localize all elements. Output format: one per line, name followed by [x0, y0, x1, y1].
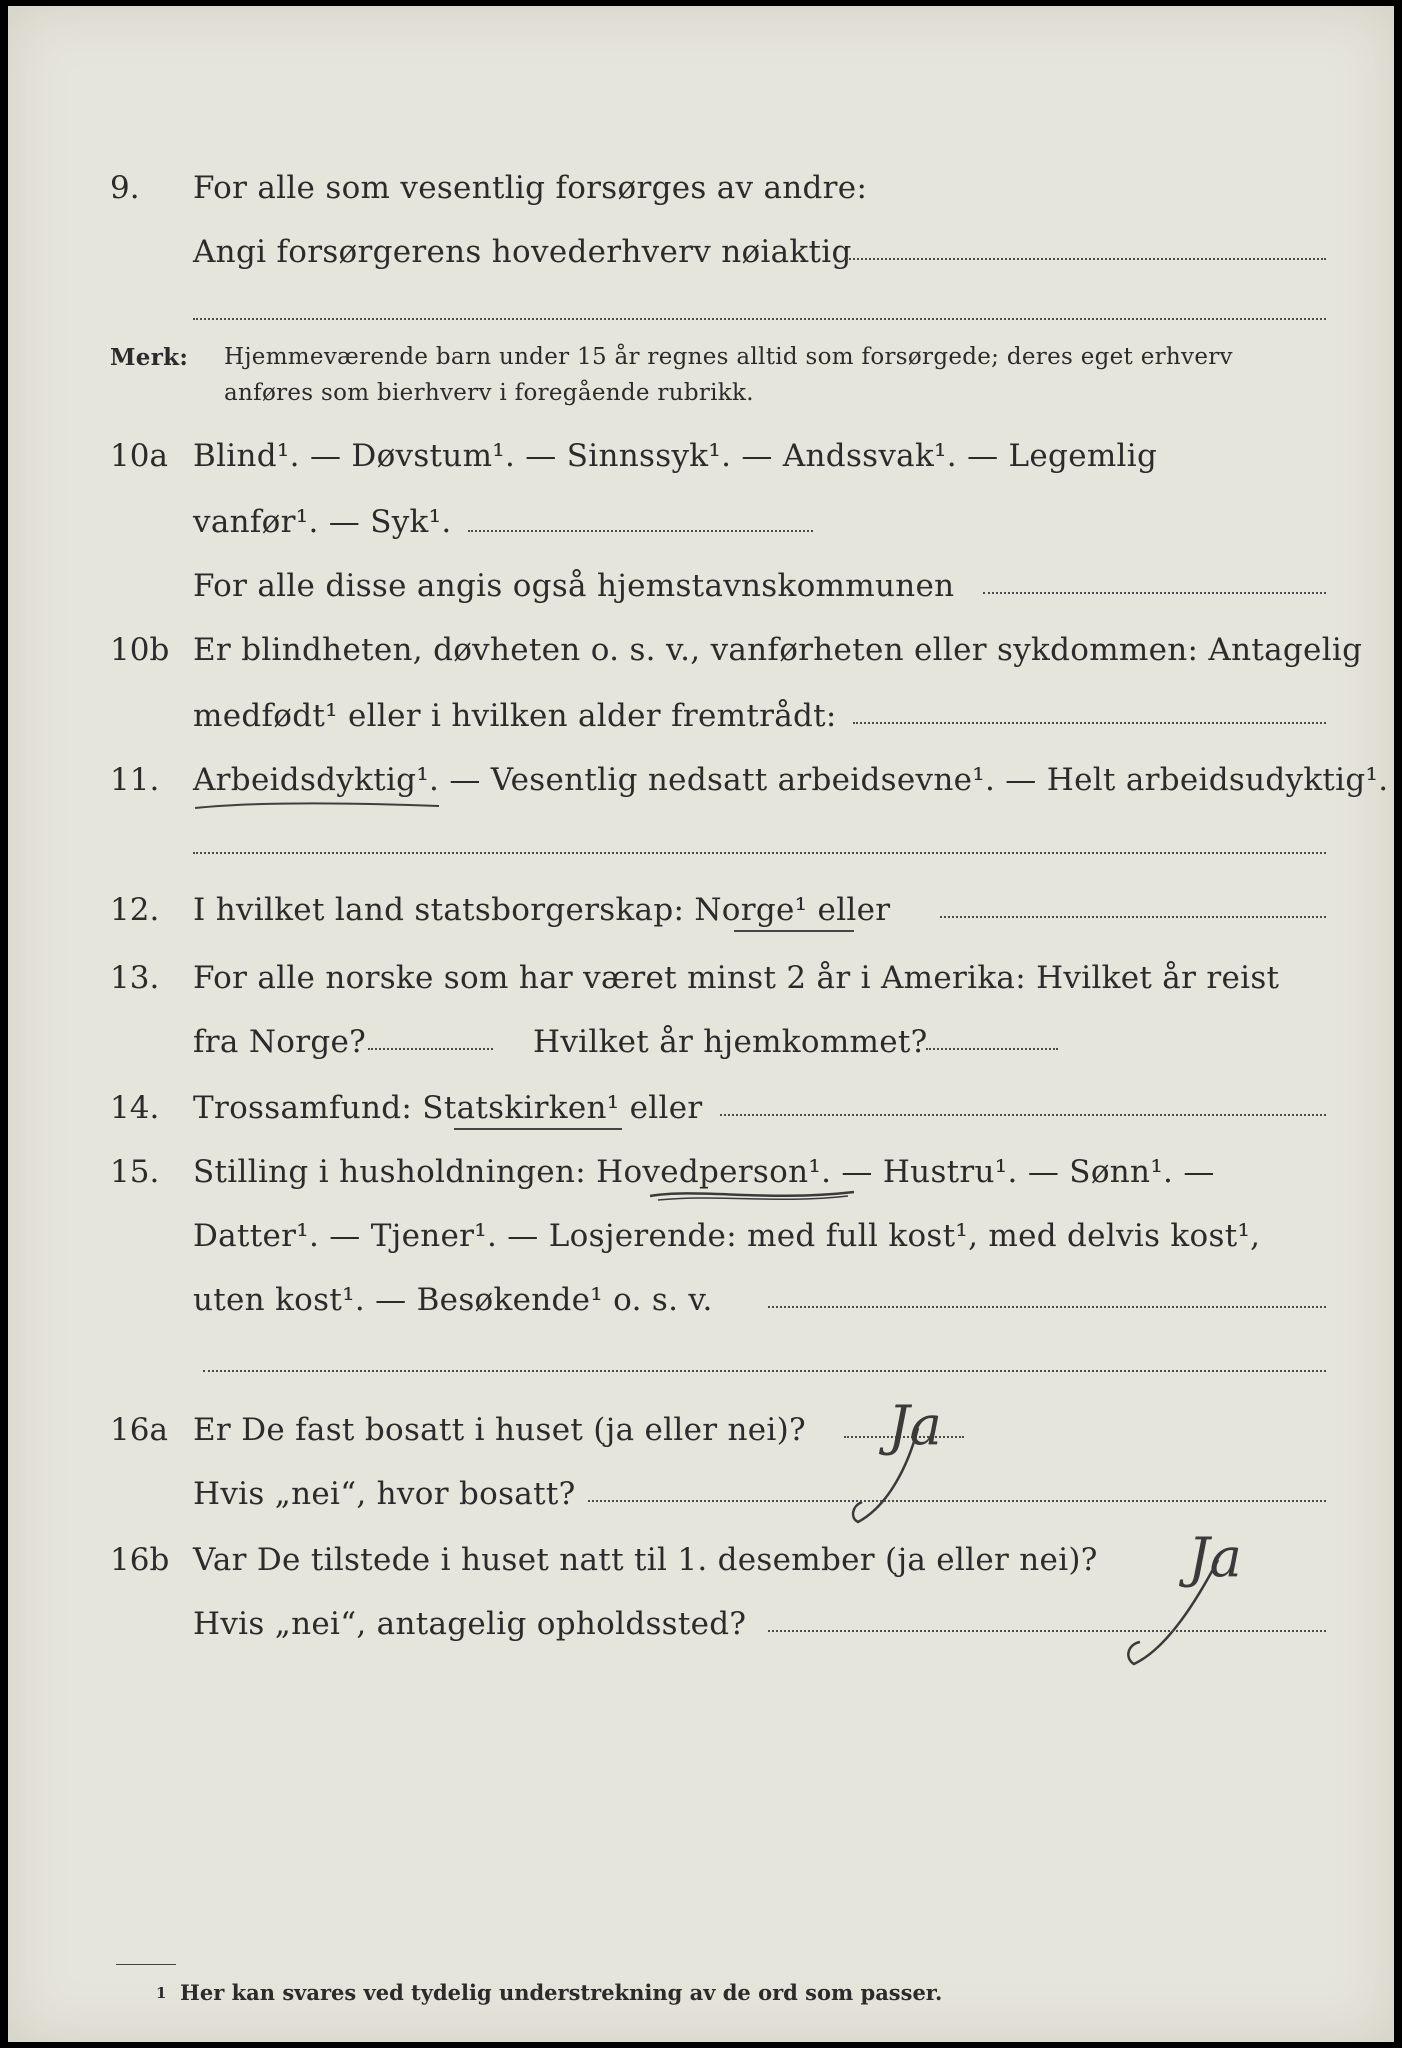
q13-return-line [926, 1048, 1058, 1050]
q13-line2b: Hvilket år hjemkommet? [533, 1024, 928, 1060]
q14-answer-line [720, 1114, 1326, 1116]
q11-answer-line [193, 852, 1326, 854]
q10b-answer-line [853, 722, 1326, 724]
footnote-rule [116, 1964, 176, 1965]
q12-underline-norge [734, 930, 854, 932]
q13-number: 13. [110, 960, 160, 996]
census-form-page [8, 6, 1394, 2042]
q16a-location-line [588, 1500, 1326, 1502]
q11-number: 11. [110, 762, 160, 798]
q11-underline-mark [193, 798, 443, 814]
footnote-text: Her kan svares ved tydelig understrekning av de ord som passer. [180, 1980, 943, 2005]
q9-answer-line [846, 258, 1326, 260]
q13-line1: For alle norske som har været minst 2 år i Amerika: Hvilket år reist [193, 960, 1280, 996]
merk-line1: Hjemmeværende barn under 15 år regnes alltid som forsørgede; deres eget erhverv [224, 344, 1233, 370]
q12-answer-line [940, 916, 1326, 918]
q11-line1: Arbeidsdyktig¹. — Vesentlig nedsatt arbeidsevne¹. — Helt arbeidsudyktig¹. [193, 762, 1389, 798]
q15-underline-hovedperson [648, 1182, 858, 1204]
q9-line1: For alle som vesentlig forsørges av andre: [193, 170, 868, 206]
q14-underline-statskirken [454, 1128, 622, 1130]
q12-line1: I hvilket land statsborgerskap: Norge¹ eller [193, 892, 891, 928]
q10a-answer-line [468, 530, 813, 532]
q16a-line1: Er De fast bosatt i huset (ja eller nei)? [193, 1412, 806, 1448]
q15-answer-line [768, 1306, 1326, 1308]
q10b-line1: Er blindheten, døvheten o. s. v., vanførheten eller sykdommen: Antagelig [193, 632, 1363, 668]
q10b-number: 10b [110, 632, 170, 668]
q14-number: 14. [110, 1090, 160, 1126]
q10a-hometown-line [983, 592, 1326, 594]
q9-line2: Angi forsørgerens hovederhverv nøiaktig [193, 234, 852, 270]
q15-line1: Stilling i husholdningen: Hovedperson¹. — Hustru¹. — Sønn¹. — [193, 1154, 1215, 1190]
q16b-line1: Var De tilstede i huset natt til 1. desember (ja eller nei)? [193, 1542, 1098, 1578]
q15-line2: Datter¹. — Tjener¹. — Losjerende: med full kost¹, med delvis kost¹, [193, 1218, 1261, 1254]
q16b-line2: Hvis „nei“, antagelig opholdssted? [193, 1606, 747, 1642]
q10b-line2: medfødt¹ eller i hvilken alder fremtrådt: [193, 698, 837, 734]
q16a-handwritten-stroke [848, 1426, 938, 1526]
q16b-number: 16b [110, 1542, 170, 1578]
q16b-location-line [768, 1630, 1326, 1632]
q16a-number: 16a [110, 1412, 168, 1448]
q10a-line3: For alle disse angis også hjemstavnskommunen [193, 568, 955, 604]
q10a-line1: Blind¹. — Døvstum¹. — Sinnssyk¹. — Andssvak¹. — Legemlig [193, 438, 1158, 474]
q15-number: 15. [110, 1154, 160, 1190]
footnote-mark: 1 [156, 1984, 167, 2002]
q16b-handwritten-answer: Ja [1188, 1526, 1242, 1589]
q16b-handwritten-stroke [1118, 1558, 1228, 1668]
q10a-line2: vanfør¹. — Syk¹. [193, 504, 452, 540]
q13-line2a: fra Norge? [193, 1024, 367, 1060]
q9-answer-line-2 [193, 318, 1326, 320]
q16a-handwritten-answer: Ja [888, 1394, 942, 1457]
q16a-line2: Hvis „nei“, hvor bosatt? [193, 1476, 576, 1512]
q12-number: 12. [110, 892, 160, 928]
merk-line2: anføres som bierhverv i foregående rubrikk. [224, 380, 754, 406]
q13-departure-line [368, 1048, 493, 1050]
q10a-number: 10a [110, 438, 168, 474]
q15-answer-line-2 [203, 1370, 1326, 1372]
merk-label: Merk: [110, 344, 189, 371]
q14-line1: Trossamfund: Statskirken¹ eller [193, 1090, 703, 1126]
q15-line3: uten kost¹. — Besøkende¹ o. s. v. [193, 1282, 713, 1318]
q9-number: 9. [110, 170, 140, 206]
